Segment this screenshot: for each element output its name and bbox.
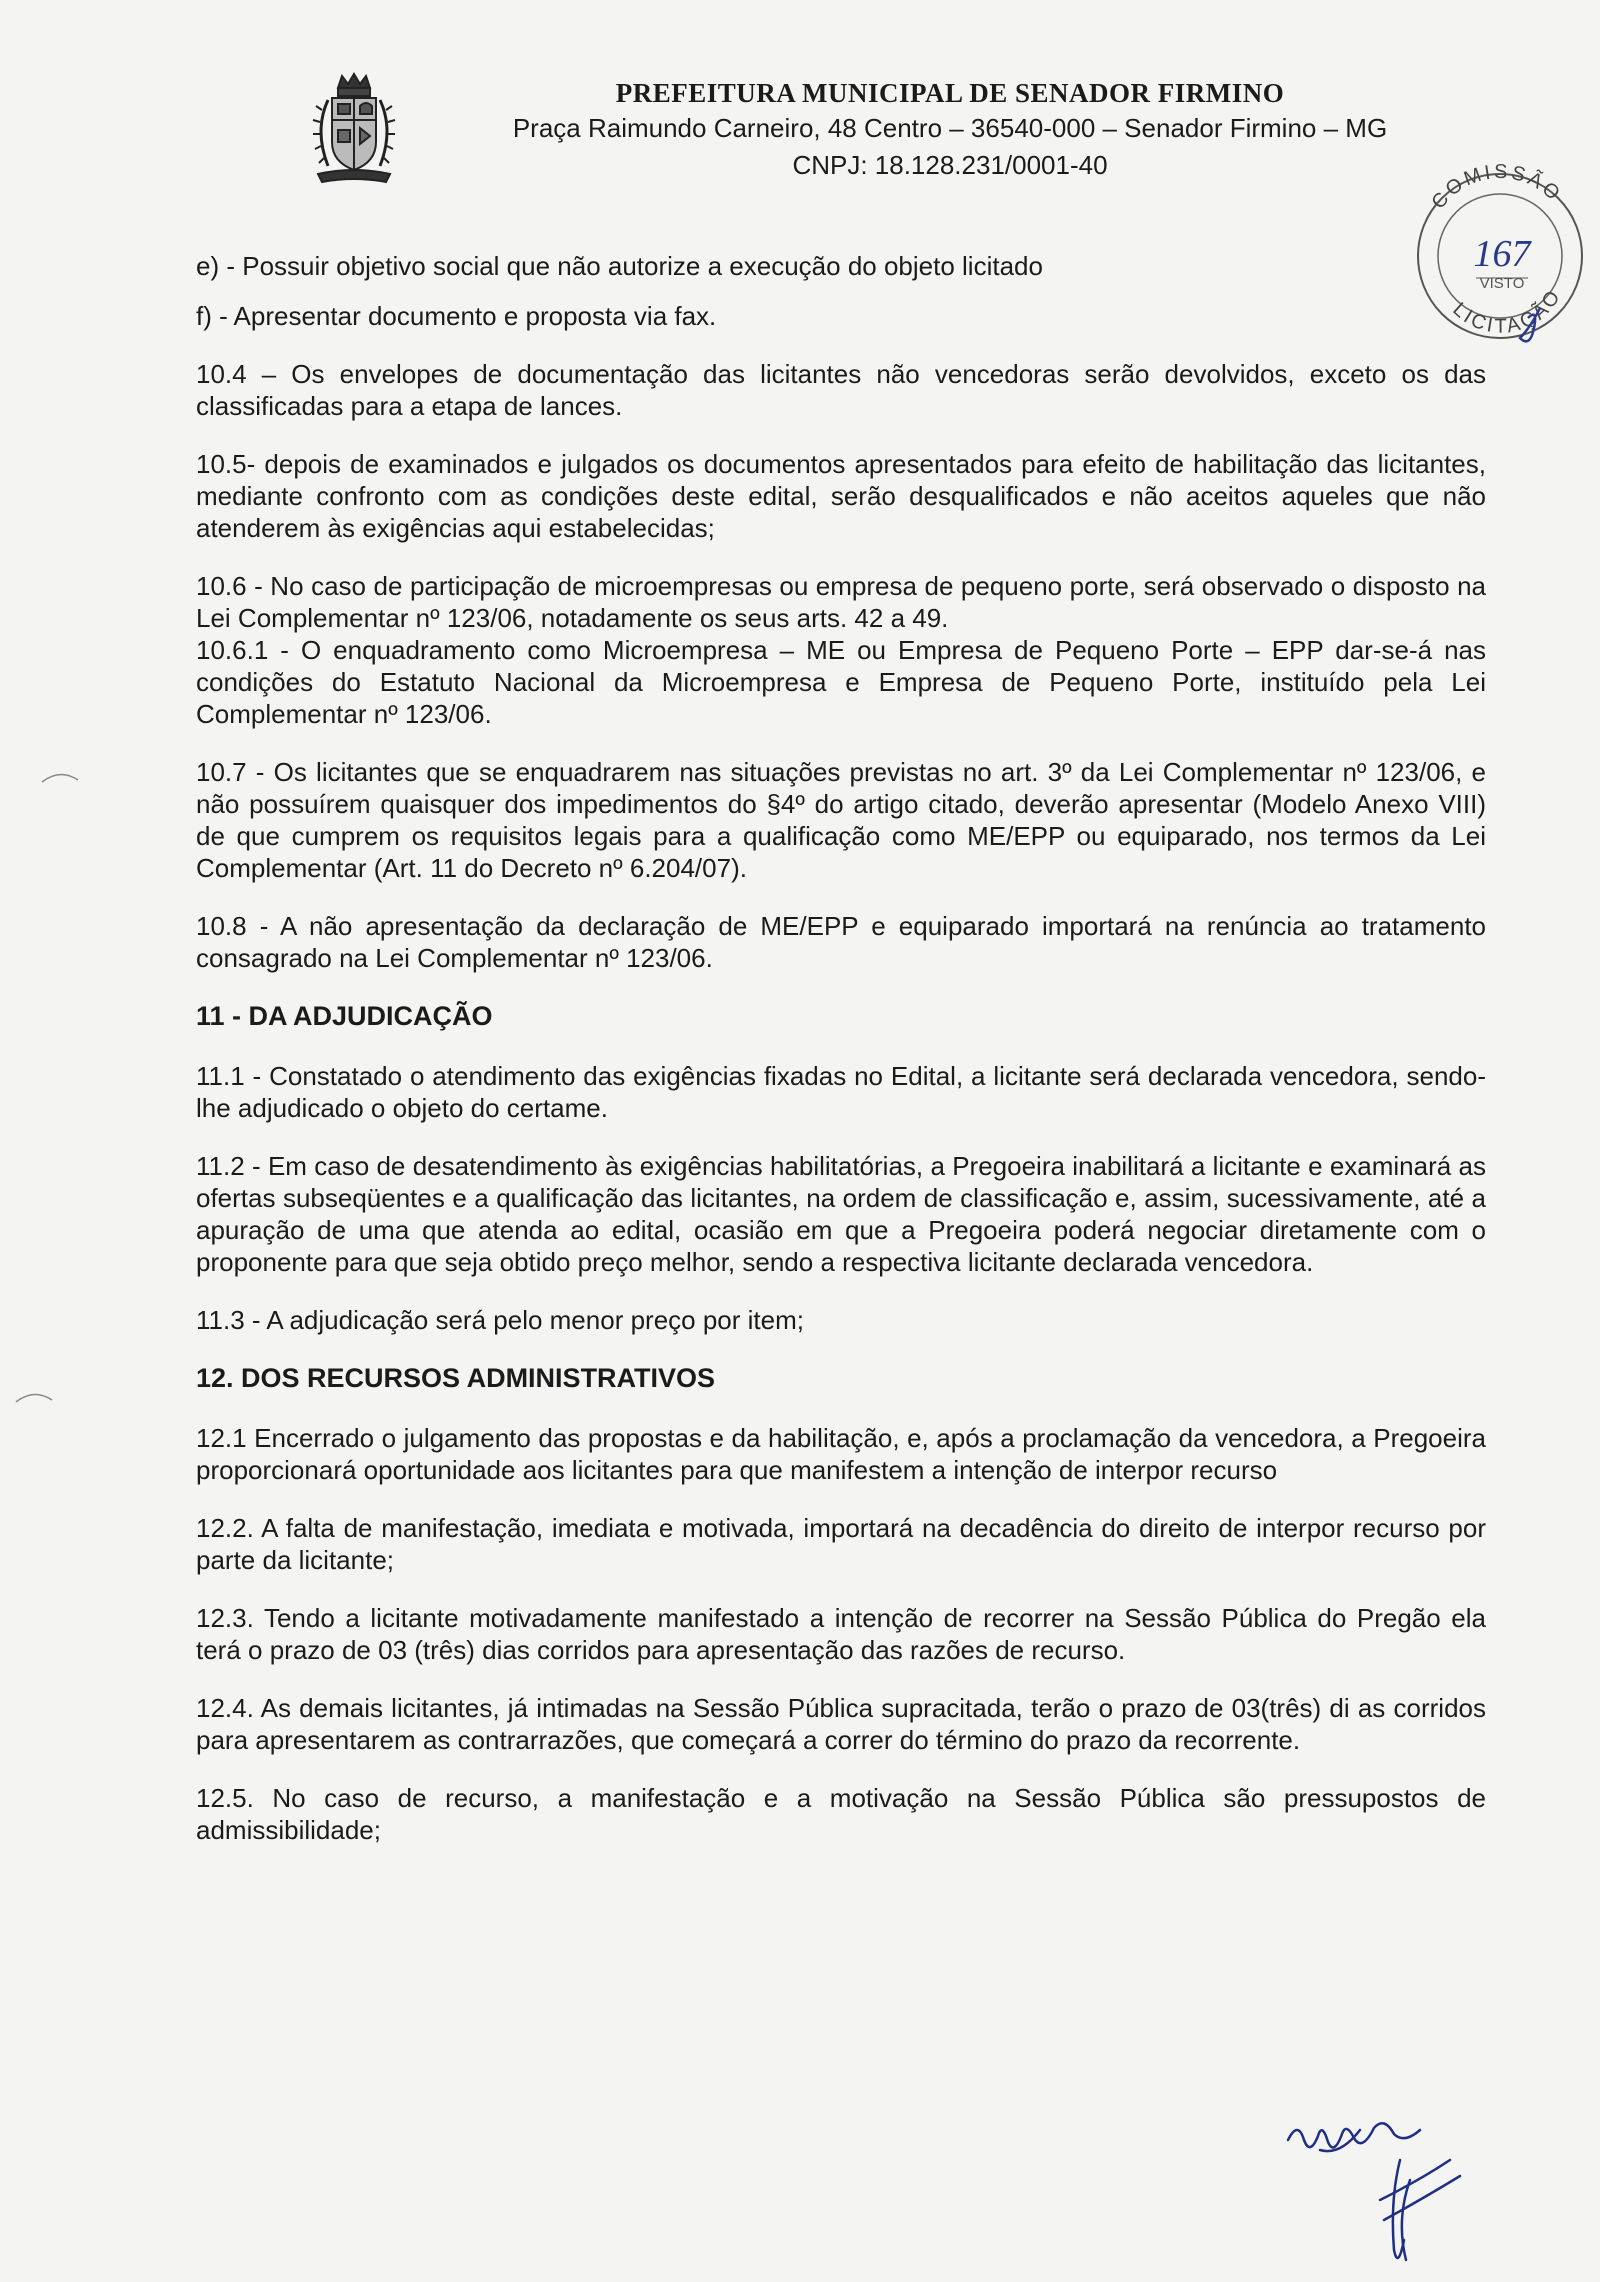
stamp-visto: VISTO <box>1479 275 1525 292</box>
stamp-top-text: COMISSÃO <box>1427 160 1566 214</box>
margin-mark-bottom <box>14 1390 54 1404</box>
clause-10-6: 10.6 - No caso de participação de microempresas ou empresa de pequeno porte, será observado o disposto na Lei Complementar nº 123/06, notadamente os seus arts. 42 a 49. <box>196 571 1486 633</box>
clause-10-8: 10.8 - A não apresentação da declaração de ME/EPP e equiparado importará na renúncia ao tratamento consagrado na Lei Complementar nº 123/06. <box>196 911 1486 973</box>
municipality-address: Praça Raimundo Carneiro, 48 Centro – 36540-000 – Senador Firmino – MG <box>512 113 1388 143</box>
letterhead <box>470 78 1430 181</box>
section-heading-11: 11 - DA ADJUDICAÇÃO <box>196 1001 493 1031</box>
clause-12-3: 12.3. Tendo a licitante motivadamente manifestado a intenção de recorrer na Sessão Pública do Pregão ela terá o prazo de 03 (três) dias corridos para apresentação das razões de recurso. <box>196 1603 1486 1665</box>
stamp-bottom-text: LICITAÇÃO <box>1448 284 1567 338</box>
clause-12-4: 12.4. As demais licitantes, já intimadas na Sessão Pública supracitada, terão o prazo de 03(três) di as corridos para apresentarem as contrarrazões, que começará a correr do término do prazo da recorrente. <box>196 1693 1486 1755</box>
clause-11-1: 11.1 - Constatado o atendimento das exigências fixadas no Edital, a licitante será declarada vencedora, sendo-lhe adjudicado o objeto do certame. <box>196 1061 1486 1123</box>
clause-10-4: 10.4 – Os envelopes de documentação das licitantes não vencedoras serão devolvidos, exceto os das classificadas para a etapa de lances. <box>196 359 1486 421</box>
clause-11-2: 11.2 - Em caso de desatendimento às exigências habilitatórias, a Pregoeira inabilitará a licitante e examinará as ofertas subseqüentes e a qualificação das licitantes, na ordem de classificação e, assim, sucessivamente, até a apuração de uma que atenda ao edital, ocasião em que a Pregoeira poderá negociar diretamente com o proponente para que seja obtido preço melhor, sendo a respectiva licitante declarada vencedora. <box>196 1151 1486 1277</box>
stamp-number: 167 <box>1473 233 1531 275</box>
item-f: f) - Apresentar documento e proposta via fax. <box>196 301 717 331</box>
handwritten-signature <box>1280 2090 1520 2280</box>
clause-12-5: 12.5. No caso de recurso, a manifestação e a motivação na Sessão Pública são pressupostos de admissibilidade; <box>196 1783 1486 1845</box>
document-body <box>196 250 1486 1872</box>
section-heading-12: 12. DOS RECURSOS ADMINISTRATIVOS <box>196 1363 716 1393</box>
item-e: e) - Possuir objetivo social que não autorize a execução do objeto licitado <box>196 251 1043 281</box>
clause-10-6-1: 10.6.1 - O enquadramento como Microempresa – ME ou Empresa de Pequeno Porte – EPP dar-se-á nas condições do Estatuto Nacional da Microempresa e Empresa de Pequeno Porte, instituído pela Lei Complementar nº 123/06. <box>196 635 1486 729</box>
municipality-name: PREFEITURA MUNICIPAL DE SENADOR FIRMINO <box>615 78 1285 108</box>
coat-of-arms-logo <box>308 70 400 188</box>
clause-10-7: 10.7 - Os licitantes que se enquadrarem nas situações previstas no art. 3º da Lei Complementar nº 123/06, e não possuírem quaisquer dos impedimentos do §4º do artigo citado, deverão apresentar (Modelo Anexo VIII) de que cumprem os requisitos legais para a qualificação como ME/EPP ou equiparado, nos termos da Lei Complementar (Art. 11 do Decreto nº 6.204/07). <box>196 757 1486 883</box>
svg-text:COMISSÃO <box>1427 161 1566 214</box>
margin-mark-top <box>40 770 80 784</box>
municipality-cnpj: CNPJ: 18.128.231/0001-40 <box>792 150 1108 180</box>
clause-10-5: 10.5- depois de examinados e julgados os documentos apresentados para efeito de habilitação das licitantes, mediante confronto com as condições deste edital, serão desqualificados e não aceitos aqueles que não atenderem às exigências aqui estabelecidas; <box>196 449 1486 543</box>
clause-12-2: 12.2. A falta de manifestação, imediata e motivada, importará na decadência do direito de interpor recurso por parte da licitante; <box>196 1513 1486 1575</box>
clause-11-3: 11.3 - A adjudicação será pelo menor preço por item; <box>196 1305 804 1335</box>
clause-12-1: 12.1 Encerrado o julgamento das propostas e da habilitação, e, após a proclamação da vencedora, a Pregoeira proporcionará oportunidade aos licitantes para que manifestem a intenção de interpor recurso <box>196 1423 1486 1485</box>
